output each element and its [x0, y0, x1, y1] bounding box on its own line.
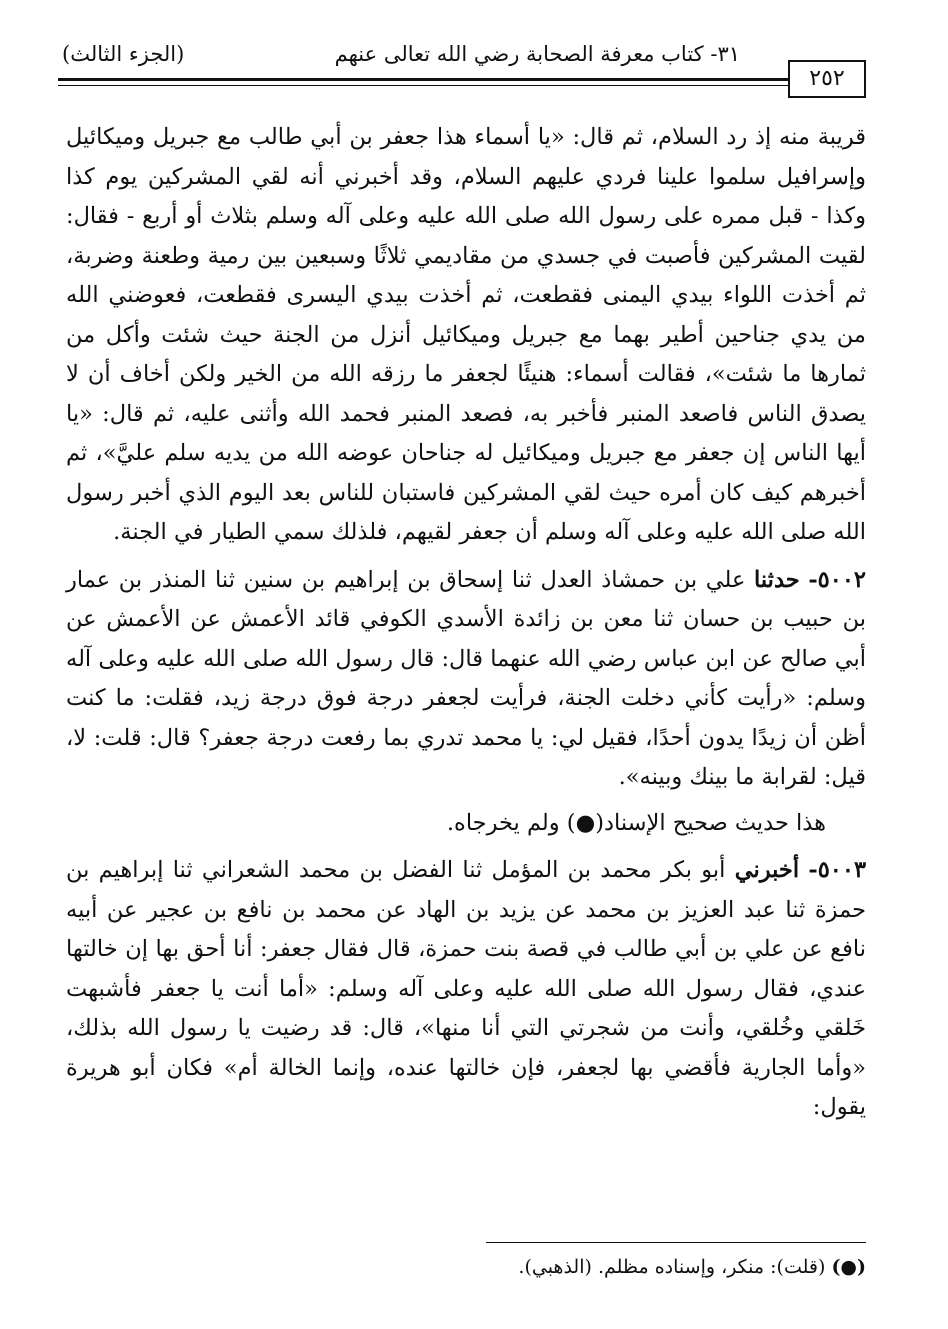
paragraph-continuation: قريبة منه إذ رد السلام، ثم قال: «يا أسماء هذا جعفر بن أبي طالب مع جبريل وميكائيل وإسرافيل سلموا علينا فردي عليهم السلام، وقد أخبرني أنه لقي المشركين يوم كذا وكذا - قبل ممره على رسول الله صلى الله عليه وعلى آله وسلم بثلاث أو أربع - فقال: لقيت المشركين فأصبت في جسدي من مقاديمي ثلاثًا وسبعين بين رمية وطعنة وضربة، ثم أخذت اللواء بيدي اليمنى فقطعت، ثم أخذت بيدي اليسرى فقطعت، فعوضني الله من يدي جناحين أطير بهما مع جبريل وميكائيل أنزل من الجنة حيث شئت وأكل من ثمارها ما شئت»، فقالت أسماء: هنيئًا لجعفر ما رزقه الله من الخير ولكن أخاف أن لا يصدق الناس فاصعد المنبر فأخبر به، فصعد المنبر فحمد الله وأثنى عليه، ثم قال: «يا أيها الناس إن جعفر مع جبريل وميكائيل له جناحان عوضه الله من يديه سلم عليَّ»، ثم أخبرهم كيف كان أمره حيث لقي المشركين فاستبان للناس بعد اليوم الذي أخبر رسول الله صلى الله عليه وعلى آله وسلم أن جعفر لقيهم، فلذلك سمي الطيار في الجنة.	[66, 124, 866, 545]
footnote	[518, 1256, 866, 1278]
volume-label: (الجزء الثالث)	[62, 42, 185, 66]
main-text	[66, 118, 866, 1128]
hadith-5003	[66, 851, 866, 1128]
hadith-number: ٥٠٠٣-	[808, 857, 867, 883]
hadith-lead-word: أخبرني	[734, 857, 800, 883]
footnote-separator	[486, 1242, 866, 1243]
hadith-5002	[66, 561, 866, 798]
hadith-number: ٥٠٠٢-	[808, 566, 867, 593]
header-rule	[58, 78, 808, 81]
footnote-marker: (●)	[831, 1256, 866, 1278]
hadith-text: أبو بكر محمد بن المؤمل ثنا الفضل بن محمد الشعراني ثنا إبراهيم بن حمزة ثنا عبد العزيز بن محمد عن يزيد بن الهاد عن محمد بن نافع بن عجير عن أبيه نافع عن علي بن أبي طالب في قصة بنت حمزة، قال فقال جعفر: أنا أحق بها إن خالتها عندي، فقال رسول الله صلى الله عليه وعلى آله وسلم: «أما أنت يا جعفر فأشبهت خَلقي وخُلقي، وأنت من شجرتي التي أنا منها»، قال: قد رضيت يا رسول الله بذلك، «وأما الجارية فأقضي بها لجعفر، فإن خالتها عنده، وإنما الخالة أم» فكان أبو هريرة يقول:	[66, 857, 866, 1120]
hadith-lead-word: حدثنا	[754, 566, 800, 593]
header-rule-thin	[58, 85, 808, 86]
footnote-text: (قلت): منكر، وإسناده مظلم. (الذهبي).	[518, 1256, 826, 1278]
hadith-text: علي بن حمشاذ العدل ثنا إسحاق بن إبراهيم بن سنين ثنا المنذر بن عمار بن حبيب بن حسان ثنا معن بن زائدة الأسدي الكوفي قائد الأعمش عن الأعمش عن أبي صالح عن ابن عباس رضي الله عنهما قال: قال رسول الله صلى الله عليه وعلى آله وسلم: «رأيت كأني دخلت الجنة، فرأيت لجعفر درجة فوق درجة زيد، فقلت: ما كنت أظن أن زيدًا يدون أحدًا، فقيل لي: يا محمد تدري بما رفعت درجة جعفر؟ قال: قلت: لا، قيل: لقرابة ما بينك وبينه».	[66, 566, 866, 790]
hadith-grade: هذا حديث صحيح الإسناد(●) ولم يخرجاه.	[446, 809, 826, 836]
page-header	[58, 38, 890, 78]
page-number: ٢٥٢	[788, 60, 866, 98]
running-title: ٣١- كتاب معرفة الصحابة رضي الله تعالى عنهم	[334, 42, 740, 66]
